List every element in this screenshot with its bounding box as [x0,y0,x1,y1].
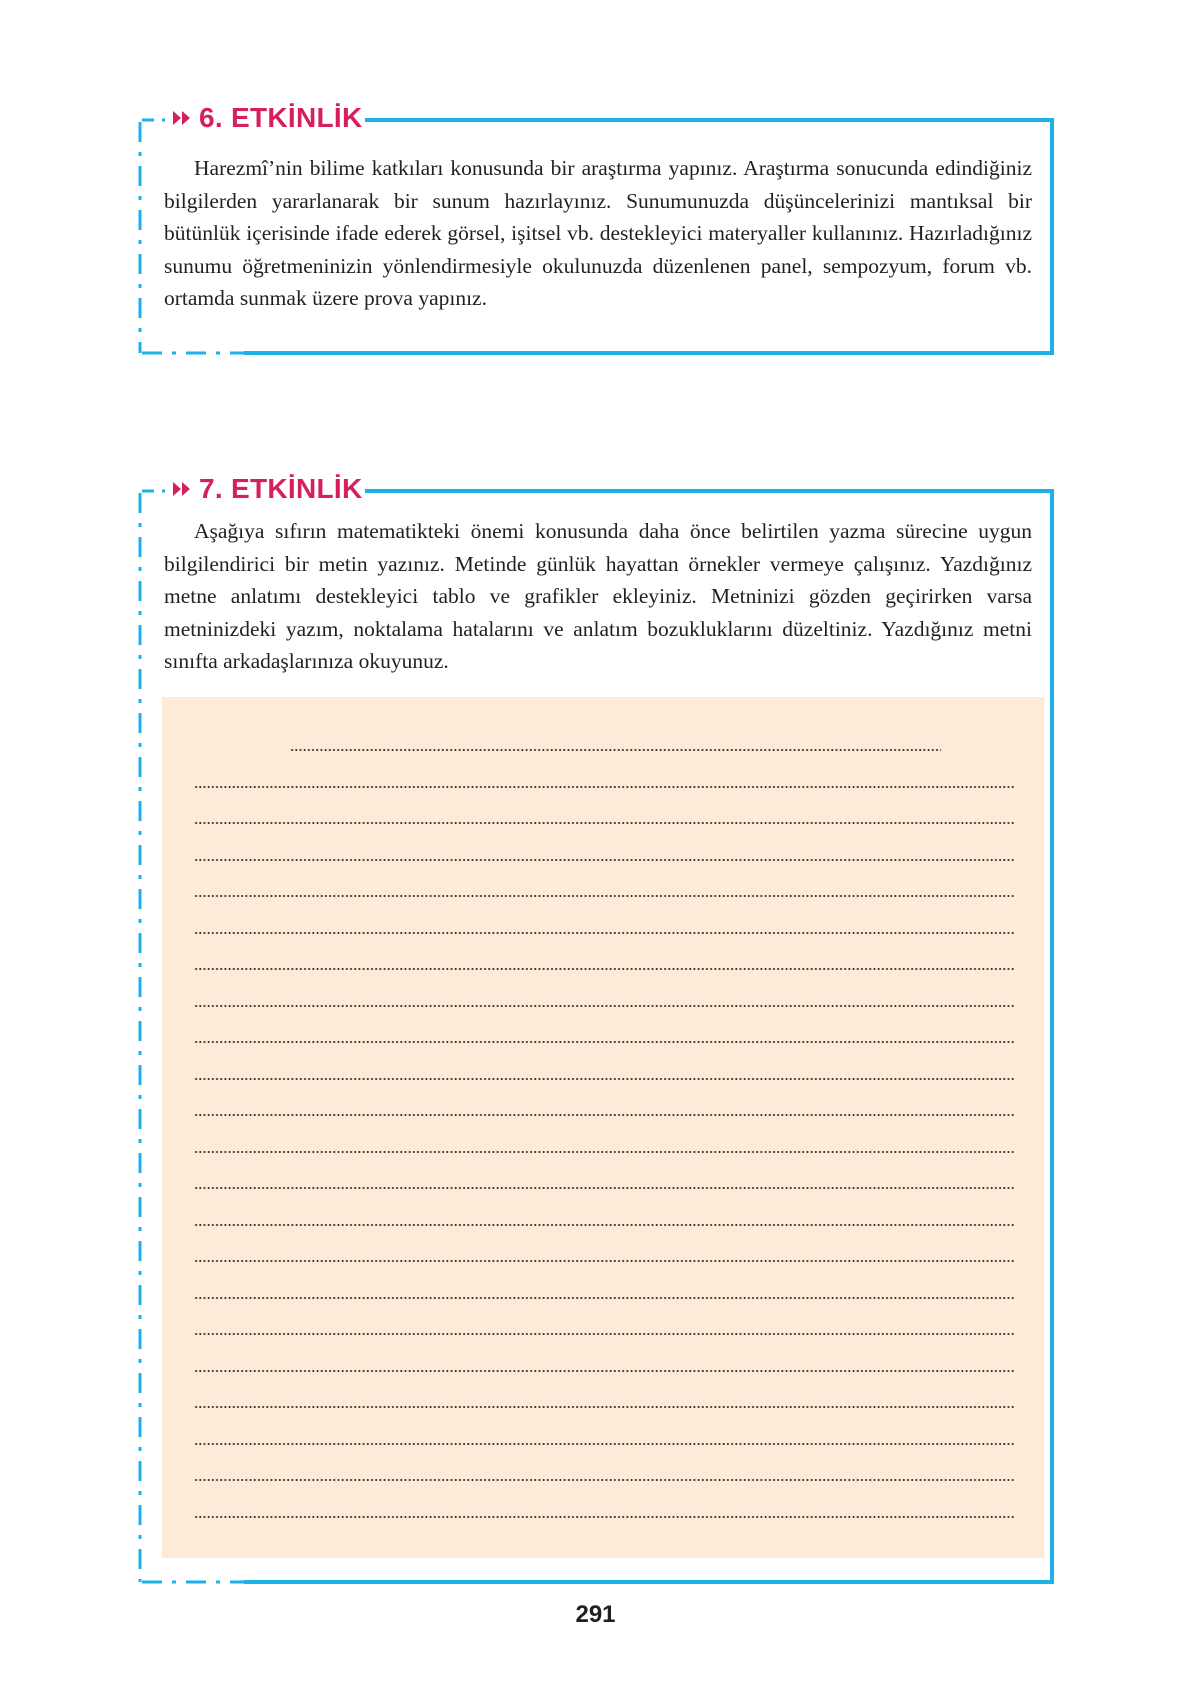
activity-title-text: 6. ETKİNLİK [199,102,363,133]
writing-line[interactable] [194,1479,1014,1481]
page-number: 291 [575,1601,616,1628]
activity-7 [138,473,1054,1584]
activity-text [164,515,1032,678]
activity-title-text: 7. ETKİNLİK [199,473,363,504]
writing-line[interactable] [194,1005,1014,1007]
writing-line[interactable] [194,932,1014,934]
writing-line[interactable] [194,1370,1014,1372]
activity-text [164,152,1032,315]
activity-paragraph: Harezmî’nin bilime katkıları konusunda bir araştırma yapınız. Araştırma sonucunda edindiğiniz bilgilerden yararlanarak bir sunum hazırlayınız. Sunumunuzda düşüncelerinizi mantıksal bir bütünlük içerisinde ifade ederek görsel, işitsel vb. destekleyici materyaller kullanınız. Hazırladığınız sunumu öğretmeninizin yönlendirmesiyle okulunuzda düzenlenen panel, sempozyum, forum vb. ortamda sunmak üzere prova yapınız. [164,156,1032,310]
activity-6 [138,102,1054,355]
writing-line[interactable] [194,1516,1014,1518]
writing-line[interactable] [194,822,1014,824]
writing-line[interactable] [194,859,1014,861]
writing-line[interactable] [194,1041,1014,1043]
double-arrow-icon [173,111,191,125]
writing-line[interactable] [194,786,1014,788]
double-arrow-icon [173,482,191,496]
activity-title [173,471,365,507]
writing-line[interactable] [194,1114,1014,1116]
writing-line[interactable] [194,895,1014,897]
writing-line[interactable] [194,1078,1014,1080]
writing-line[interactable] [194,1187,1014,1189]
writing-line[interactable] [194,1333,1014,1335]
writing-line[interactable] [194,1406,1014,1408]
activity-paragraph: Aşağıya sıfırın matematikteki önemi konusunda daha önce belirtilen yazma sürecine uygun bilgilendirici bir metin yazınız. Metinde günlük hayattan örnekler vermeye çalışınız. Yazdığınız metne anlatımı destekleyici tablo ve grafikler ekleyiniz. Metninizi gözden geçirirken varsa metninizdeki yazım, noktalama hatalarını ve anlatım bozukluklarını düzeltiniz. Yazdığınız metni sınıfta arkadaşlarınıza okuyunuz. [164,519,1032,673]
writing-line[interactable] [194,968,1014,970]
writing-line[interactable] [194,1151,1014,1153]
writing-line[interactable] [194,1224,1014,1226]
writing-line[interactable] [194,1297,1014,1299]
writing-line[interactable] [194,1260,1014,1262]
writing-area[interactable] [162,697,1044,1558]
activity-title [173,100,365,136]
writing-line[interactable] [194,1443,1014,1445]
title-writing-line[interactable] [290,749,941,751]
